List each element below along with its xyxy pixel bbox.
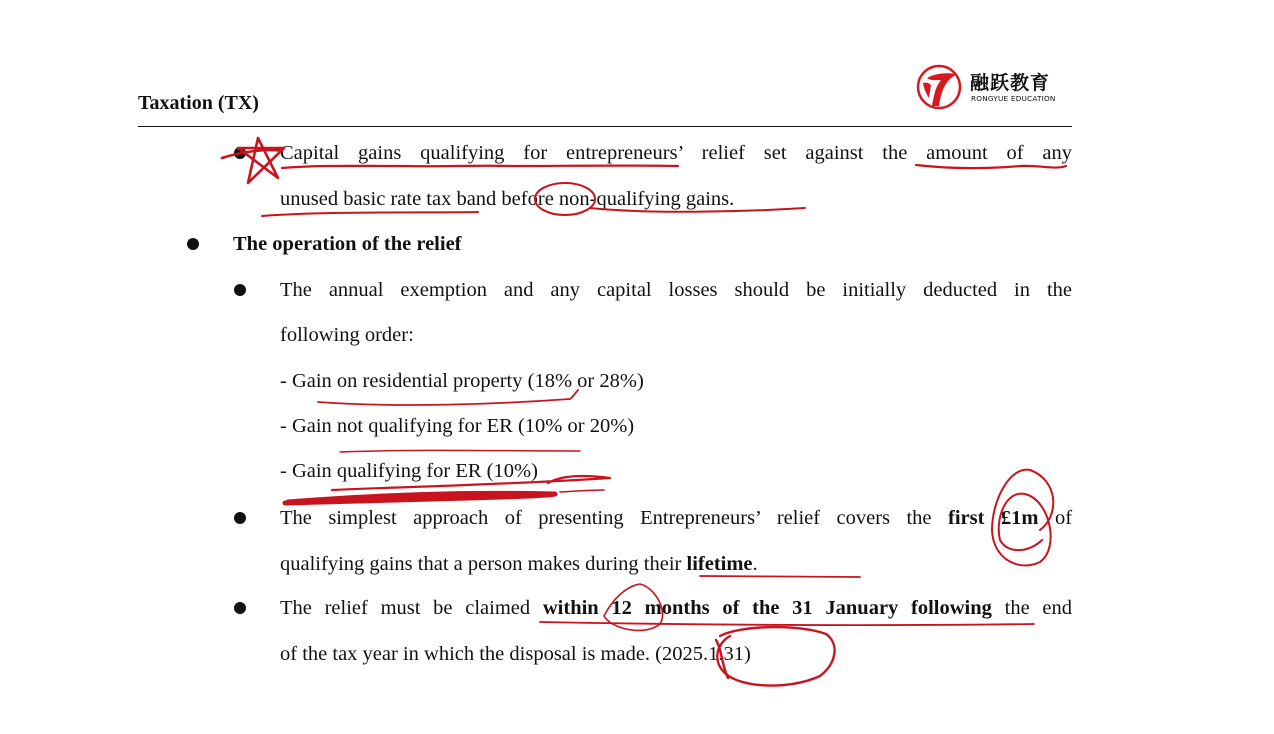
annotation-underline [340,450,580,452]
document-header-title: Taxation (TX) [138,92,259,114]
emphasis-first-1m: first £1m [948,507,1039,529]
list-bullet [234,147,246,159]
section-heading-text: The operation of the relief [233,233,462,255]
annotation-underline [540,622,1034,625]
emphasis-deadline: within 12 months of the 31 January following [542,597,992,619]
paragraph-line [280,641,751,667]
list-bullet [187,238,199,250]
rongyue-logo [914,62,1074,114]
handwritten-date-note: 2025.1.31) [662,643,751,665]
paragraph-line: unused basic rate tax band before non-qualifying gains. [280,188,735,210]
paragraph-text: The relief must be claimed [280,597,531,619]
list-bullet [234,512,246,524]
paragraph-line: The annual exemption and any capital losses should be initially deducted in the [280,279,1072,301]
paragraph-text: the end [1004,597,1073,619]
paragraph-line: Capital gains qualifying for entrepreneurs’ relief set against the amount of any [280,142,1072,164]
emphasis-lifetime: lifetime [686,553,753,575]
paragraph-text: The simplest approach of presenting Entrepreneurs’ relief covers the [280,507,932,529]
header-divider [138,126,1072,127]
section-heading [233,231,462,257]
order-item: - Gain qualifying for ER (10%) [280,460,538,482]
paragraph-line [280,551,758,577]
paragraph-text: qualifying gains that a person makes during their [280,553,682,575]
paragraph-text: . [752,553,758,575]
annotation-scribble [285,493,555,503]
order-item: - Gain on residential property (18% or 28%) [280,370,644,392]
paragraph-text: of the tax year in which the disposal is made. ( [280,643,662,665]
order-item: - Gain not qualifying for ER (10% or 20%) [280,415,635,437]
logo-chinese-text: 融跃教育 [970,72,1051,94]
list-bullet [234,284,246,296]
paragraph-line [280,595,1072,621]
annotation-underline [262,212,478,216]
paragraph-line: following order: [280,324,414,346]
paragraph-text: of [1054,507,1073,529]
annotation-underline [560,490,604,492]
logo-english-text: RONGYUE EDUCATION [971,94,1056,103]
list-bullet [234,602,246,614]
paragraph-line [280,505,1072,531]
rongyue-logo-icon [914,62,964,112]
annotation-star [222,138,284,183]
